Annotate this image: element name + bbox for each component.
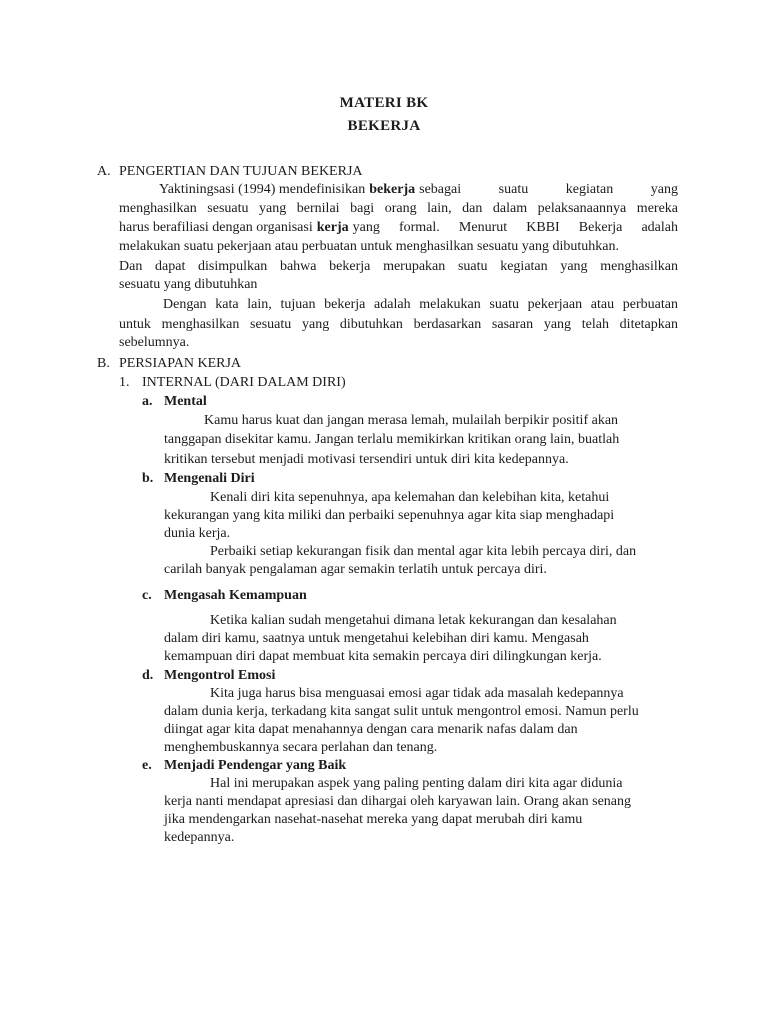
item-e-marker: e. (142, 758, 152, 773)
section-b-marker: B. (97, 356, 110, 371)
document-subtitle: BEKERJA (347, 118, 421, 134)
section-a-para3-line3: sebelumnya. (119, 335, 190, 350)
subsection-1-heading: INTERNAL (DARI DALAM DIRI) (142, 375, 346, 390)
para1-line1-post: sebagai suatu kegiatan yang (419, 182, 678, 197)
item-e-line1: Hal ini merupakan aspek yang paling penting dalam diri kita agar didunia (210, 776, 623, 791)
item-c-marker: c. (142, 588, 152, 603)
item-a-line1: Kamu harus kuat dan jangan merasa lemah, mulailah berpikir positif akan (204, 413, 619, 428)
item-d-line3: diingat agar kita dapat menahannya dengan cara menarik nafas dalam dan (164, 722, 578, 737)
item-d-marker: d. (142, 668, 154, 683)
item-d-line4: menghembuskannya secara perlahan dan tenang. (164, 740, 438, 755)
section-a-para3-line1: Dengan kata lain, tujuan bekerja adalah melakukan suatu pekerjaan atau perbuatan (163, 297, 678, 312)
item-b-line4: Perbaiki setiap kekurangan fisik dan mental agar kita lebih percaya diri, dan (210, 544, 637, 559)
item-b-line2: kekurangan yang kita miliki dan perbaiki sepenuhnya agar kita siap menghadapi (164, 508, 615, 523)
item-b-marker: b. (142, 471, 154, 486)
item-c-line1: Ketika kalian sudah mengetahui dimana letak kekurangan dan kesalahan (210, 613, 617, 628)
section-a-para1-line3 (119, 219, 678, 237)
document-title: MATERI BK (339, 95, 429, 111)
item-a-line2: tanggapan disekitar kamu. Jangan terlalu memikirkan kritikan orang lain, buatlah (164, 432, 620, 447)
item-e-line3: jika mendengarkan nasehat-nasehat mereka yang dapat merubah diri kamu (164, 812, 583, 827)
item-c-line3: kemampuan diri dapat membuat kita semakin percaya diri dilingkungan kerja. (164, 649, 602, 664)
item-e-heading: Menjadi Pendengar yang Baik (164, 758, 347, 773)
item-e-line2: kerja nanti mendapat apresiasi dan dihargai oleh karyawan lain. Orang akan senang (164, 794, 632, 809)
section-a-para3-line2: untuk menghasilkan sesuatu yang dibutuhkan berdasarkan sasaran yang telah ditetapkan (119, 317, 678, 332)
section-a-para2-line1: Dan dapat disimpulkan bahwa bekerja merupakan suatu kegiatan yang menghasilkan (119, 259, 678, 274)
item-c-heading: Mengasah Kemampuan (164, 588, 307, 603)
item-d-heading: Mengontrol Emosi (164, 668, 276, 683)
para1-line3-pre: harus berafiliasi dengan organisasi (119, 220, 313, 235)
item-b-line5: carilah banyak pengalaman agar semakin terlatih untuk percaya diri. (164, 562, 547, 577)
section-a-heading: PENGERTIAN DAN TUJUAN BEKERJA (119, 164, 363, 179)
item-b-heading: Mengenali Diri (164, 471, 255, 486)
item-b-line3: dunia kerja. (164, 526, 231, 541)
section-a-para1-line4: melakukan suatu pekerjaan atau perbuatan untuk menghasilkan sesuatu yang dibutuhkan. (119, 239, 619, 254)
item-b-line1: Kenali diri kita sepenuhnya, apa kelemahan dan kelebihan kita, ketahui (210, 490, 610, 505)
item-d-line1: Kita juga harus bisa menguasai emosi agar tidak ada masalah kedepannya (210, 686, 624, 701)
item-a-marker: a. (142, 394, 153, 409)
item-d-line2: dalam dunia kerja, terkadang kita sangat sulit untuk mengontrol emosi. Namun perlu (164, 704, 639, 719)
item-a-heading: Mental (164, 394, 207, 409)
section-a-para1-line2: menghasilkan sesuatu yang bernilai bagi orang lain, dan dalam pelaksanaannya mereka (119, 201, 678, 216)
item-c-line2: dalam diri kamu, saatnya untuk mengetahui kelebihan diri kamu. Mengasah (164, 631, 589, 646)
subsection-1-marker: 1. (119, 375, 130, 390)
section-a-para2-line2: sesuatu yang dibutuhkan (119, 277, 258, 292)
para1-line1-pre: Yaktiningsasi (1994) mendefinisikan (159, 182, 366, 197)
para1-line3-bold: kerja (316, 220, 349, 235)
section-a-marker: A. (97, 164, 111, 179)
section-b-heading: PERSIAPAN KERJA (119, 356, 242, 371)
item-a-line3: kritikan tersebut menjadi motivasi tersendiri untuk diri kita kedepannya. (164, 452, 569, 467)
item-e-line4: kedepannya. (164, 830, 235, 845)
section-a-para1-line1 (159, 181, 678, 199)
para1-line1-bold: bekerja (369, 182, 416, 197)
para1-line3-post: yang formal. Menurut KBBI Bekerja adalah (352, 220, 678, 235)
